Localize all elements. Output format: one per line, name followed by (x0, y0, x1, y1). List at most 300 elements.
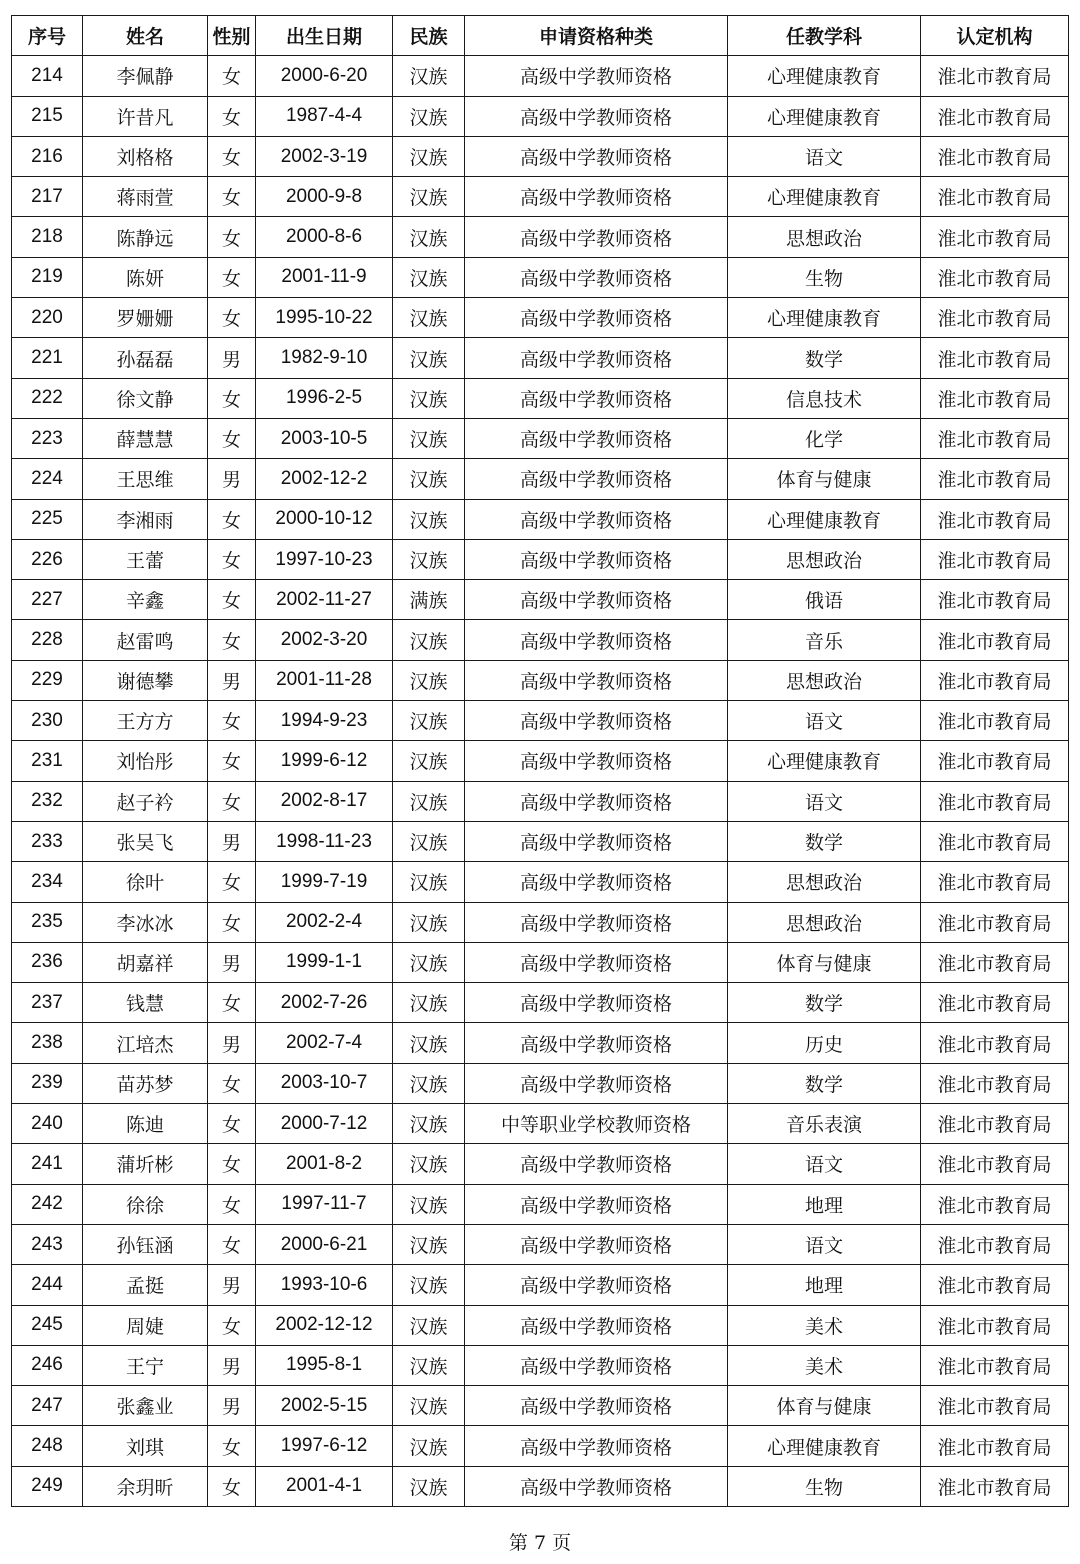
cell-name: 钱慧 (83, 983, 208, 1023)
cell-ethnicity: 汉族 (393, 1023, 465, 1063)
cell-qualification-type: 高级中学教师资格 (465, 1144, 728, 1184)
cell-qualification-type: 高级中学教师资格 (465, 983, 728, 1023)
table-row (12, 580, 1069, 620)
cell-birthdate: 2001-8-2 (256, 1144, 393, 1184)
cell-index: 243 (12, 1224, 83, 1264)
cell-ethnicity: 汉族 (393, 56, 465, 96)
cell-gender: 女 (208, 1144, 256, 1184)
header-cell-birthdate: 出生日期 (256, 16, 393, 56)
cell-name: 刘格格 (83, 136, 208, 176)
cell-birthdate: 2001-11-9 (256, 257, 393, 297)
cell-index: 227 (12, 580, 83, 620)
cell-authority: 淮北市教育局 (921, 821, 1069, 861)
cell-authority: 淮北市教育局 (921, 378, 1069, 418)
cell-ethnicity: 汉族 (393, 1386, 465, 1426)
cell-qualification-type: 高级中学教师资格 (465, 821, 728, 861)
cell-qualification-type: 高级中学教师资格 (465, 701, 728, 741)
cell-gender: 男 (208, 459, 256, 499)
cell-index: 245 (12, 1305, 83, 1345)
cell-subject: 体育与健康 (728, 942, 921, 982)
table-row (12, 418, 1069, 458)
table-row (12, 620, 1069, 660)
table-row (12, 136, 1069, 176)
cell-subject: 数学 (728, 983, 921, 1023)
cell-ethnicity: 汉族 (393, 499, 465, 539)
cell-index: 235 (12, 902, 83, 942)
cell-authority: 淮北市教育局 (921, 56, 1069, 96)
cell-ethnicity: 汉族 (393, 257, 465, 297)
cell-authority: 淮北市教育局 (921, 1466, 1069, 1506)
cell-ethnicity: 满族 (393, 580, 465, 620)
cell-index: 220 (12, 298, 83, 338)
cell-index: 246 (12, 1345, 83, 1385)
cell-qualification-type: 高级中学教师资格 (465, 418, 728, 458)
cell-gender: 女 (208, 1063, 256, 1103)
cell-name: 蒋雨萱 (83, 177, 208, 217)
cell-subject: 地理 (728, 1184, 921, 1224)
cell-authority: 淮北市教育局 (921, 136, 1069, 176)
cell-name: 徐叶 (83, 862, 208, 902)
cell-index: 241 (12, 1144, 83, 1184)
cell-qualification-type: 高级中学教师资格 (465, 660, 728, 700)
cell-birthdate: 1993-10-6 (256, 1265, 393, 1305)
cell-index: 230 (12, 701, 83, 741)
cell-subject: 语文 (728, 781, 921, 821)
cell-subject: 心理健康教育 (728, 298, 921, 338)
cell-authority: 淮北市教育局 (921, 580, 1069, 620)
cell-subject: 思想政治 (728, 217, 921, 257)
header-cell-qualification-type: 申请资格种类 (465, 16, 728, 56)
cell-birthdate: 2001-4-1 (256, 1466, 393, 1506)
cell-name: 徐文静 (83, 378, 208, 418)
cell-name: 江培杰 (83, 1023, 208, 1063)
table-row (12, 1466, 1069, 1506)
cell-authority: 淮北市教育局 (921, 1305, 1069, 1345)
cell-gender: 男 (208, 821, 256, 861)
cell-subject: 心理健康教育 (728, 1426, 921, 1466)
cell-gender: 女 (208, 1426, 256, 1466)
cell-birthdate: 1999-7-19 (256, 862, 393, 902)
cell-birthdate: 2002-11-27 (256, 580, 393, 620)
cell-qualification-type: 高级中学教师资格 (465, 1265, 728, 1305)
cell-name: 薛慧慧 (83, 418, 208, 458)
cell-subject: 思想政治 (728, 660, 921, 700)
table-row (12, 298, 1069, 338)
cell-name: 周婕 (83, 1305, 208, 1345)
cell-authority: 淮北市教育局 (921, 1144, 1069, 1184)
cell-index: 238 (12, 1023, 83, 1063)
cell-name: 孙钰涵 (83, 1224, 208, 1264)
cell-ethnicity: 汉族 (393, 660, 465, 700)
cell-authority: 淮北市教育局 (921, 1426, 1069, 1466)
cell-ethnicity: 汉族 (393, 741, 465, 781)
cell-index: 237 (12, 983, 83, 1023)
cell-name: 张吴飞 (83, 821, 208, 861)
table-row (12, 741, 1069, 781)
table-row (12, 1184, 1069, 1224)
cell-authority: 淮北市教育局 (921, 177, 1069, 217)
cell-ethnicity: 汉族 (393, 459, 465, 499)
cell-index: 214 (12, 56, 83, 96)
table-row (12, 177, 1069, 217)
cell-index: 221 (12, 338, 83, 378)
cell-qualification-type: 高级中学教师资格 (465, 942, 728, 982)
cell-gender: 女 (208, 902, 256, 942)
cell-subject: 美术 (728, 1305, 921, 1345)
cell-index: 232 (12, 781, 83, 821)
cell-gender: 女 (208, 177, 256, 217)
cell-birthdate: 2001-11-28 (256, 660, 393, 700)
cell-qualification-type: 高级中学教师资格 (465, 257, 728, 297)
cell-qualification-type: 高级中学教师资格 (465, 1063, 728, 1103)
cell-gender: 女 (208, 1104, 256, 1144)
cell-birthdate: 2000-8-6 (256, 217, 393, 257)
table-row (12, 459, 1069, 499)
cell-subject: 历史 (728, 1023, 921, 1063)
cell-index: 239 (12, 1063, 83, 1103)
table-row (12, 821, 1069, 861)
cell-qualification-type: 高级中学教师资格 (465, 177, 728, 217)
cell-index: 229 (12, 660, 83, 700)
cell-ethnicity: 汉族 (393, 942, 465, 982)
cell-name: 余玥昕 (83, 1466, 208, 1506)
cell-authority: 淮北市教育局 (921, 1345, 1069, 1385)
cell-authority: 淮北市教育局 (921, 96, 1069, 136)
cell-authority: 淮北市教育局 (921, 1224, 1069, 1264)
cell-authority: 淮北市教育局 (921, 298, 1069, 338)
cell-authority: 淮北市教育局 (921, 1023, 1069, 1063)
cell-subject: 信息技术 (728, 378, 921, 418)
cell-gender: 女 (208, 781, 256, 821)
cell-birthdate: 1999-6-12 (256, 741, 393, 781)
cell-index: 228 (12, 620, 83, 660)
cell-gender: 女 (208, 418, 256, 458)
cell-name: 许昔凡 (83, 96, 208, 136)
cell-authority: 淮北市教育局 (921, 459, 1069, 499)
table-row (12, 660, 1069, 700)
cell-birthdate: 1997-10-23 (256, 539, 393, 579)
cell-ethnicity: 汉族 (393, 781, 465, 821)
cell-birthdate: 2002-8-17 (256, 781, 393, 821)
cell-subject: 心理健康教育 (728, 96, 921, 136)
cell-name: 辛鑫 (83, 580, 208, 620)
cell-qualification-type: 高级中学教师资格 (465, 1466, 728, 1506)
cell-ethnicity: 汉族 (393, 1224, 465, 1264)
table-row (12, 56, 1069, 96)
table-row (12, 1144, 1069, 1184)
cell-index: 249 (12, 1466, 83, 1506)
cell-ethnicity: 汉族 (393, 539, 465, 579)
cell-index: 215 (12, 96, 83, 136)
cell-authority: 淮北市教育局 (921, 942, 1069, 982)
cell-birthdate: 2002-2-4 (256, 902, 393, 942)
cell-authority: 淮北市教育局 (921, 1184, 1069, 1224)
cell-name: 赵子衿 (83, 781, 208, 821)
cell-qualification-type: 高级中学教师资格 (465, 96, 728, 136)
table-row (12, 1265, 1069, 1305)
cell-subject: 音乐 (728, 620, 921, 660)
cell-ethnicity: 汉族 (393, 701, 465, 741)
cell-ethnicity: 汉族 (393, 902, 465, 942)
table-body (12, 56, 1069, 1507)
cell-ethnicity: 汉族 (393, 177, 465, 217)
cell-ethnicity: 汉族 (393, 96, 465, 136)
cell-authority: 淮北市教育局 (921, 862, 1069, 902)
cell-subject: 思想政治 (728, 862, 921, 902)
cell-gender: 女 (208, 257, 256, 297)
cell-index: 248 (12, 1426, 83, 1466)
cell-birthdate: 1995-10-22 (256, 298, 393, 338)
header-cell-index: 序号 (12, 16, 83, 56)
cell-subject: 心理健康教育 (728, 499, 921, 539)
cell-birthdate: 1996-2-5 (256, 378, 393, 418)
cell-gender: 女 (208, 983, 256, 1023)
table-row (12, 862, 1069, 902)
table-row (12, 338, 1069, 378)
cell-authority: 淮北市教育局 (921, 338, 1069, 378)
cell-ethnicity: 汉族 (393, 338, 465, 378)
cell-subject: 体育与健康 (728, 459, 921, 499)
cell-subject: 思想政治 (728, 539, 921, 579)
cell-gender: 女 (208, 378, 256, 418)
cell-subject: 语文 (728, 1224, 921, 1264)
cell-qualification-type: 高级中学教师资格 (465, 338, 728, 378)
cell-ethnicity: 汉族 (393, 298, 465, 338)
cell-gender: 女 (208, 96, 256, 136)
cell-qualification-type: 高级中学教师资格 (465, 1345, 728, 1385)
cell-birthdate: 2002-5-15 (256, 1386, 393, 1426)
cell-gender: 女 (208, 741, 256, 781)
cell-subject: 语文 (728, 1144, 921, 1184)
cell-qualification-type: 高级中学教师资格 (465, 56, 728, 96)
cell-qualification-type: 高级中学教师资格 (465, 580, 728, 620)
cell-subject: 俄语 (728, 580, 921, 620)
cell-birthdate: 2002-7-26 (256, 983, 393, 1023)
cell-qualification-type: 高级中学教师资格 (465, 1184, 728, 1224)
header-cell-gender: 性别 (208, 16, 256, 56)
cell-birthdate: 1999-1-1 (256, 942, 393, 982)
cell-ethnicity: 汉族 (393, 620, 465, 660)
cell-qualification-type: 高级中学教师资格 (465, 620, 728, 660)
cell-authority: 淮北市教育局 (921, 741, 1069, 781)
cell-name: 徐徐 (83, 1184, 208, 1224)
table-row (12, 902, 1069, 942)
cell-name: 王方方 (83, 701, 208, 741)
cell-gender: 男 (208, 1023, 256, 1063)
cell-ethnicity: 汉族 (393, 136, 465, 176)
cell-qualification-type: 高级中学教师资格 (465, 499, 728, 539)
cell-index: 247 (12, 1386, 83, 1426)
cell-authority: 淮北市教育局 (921, 418, 1069, 458)
cell-gender: 男 (208, 942, 256, 982)
cell-birthdate: 2002-3-19 (256, 136, 393, 176)
cell-birthdate: 2002-7-4 (256, 1023, 393, 1063)
table-row (12, 217, 1069, 257)
cell-qualification-type: 高级中学教师资格 (465, 1305, 728, 1345)
header-cell-ethnicity: 民族 (393, 16, 465, 56)
cell-authority: 淮北市教育局 (921, 1386, 1069, 1426)
cell-qualification-type: 高级中学教师资格 (465, 539, 728, 579)
cell-name: 刘怡彤 (83, 741, 208, 781)
cell-name: 李佩静 (83, 56, 208, 96)
cell-subject: 美术 (728, 1345, 921, 1385)
table-row (12, 378, 1069, 418)
cell-subject: 数学 (728, 821, 921, 861)
cell-authority: 淮北市教育局 (921, 257, 1069, 297)
cell-qualification-type: 高级中学教师资格 (465, 298, 728, 338)
cell-authority: 淮北市教育局 (921, 781, 1069, 821)
table-row (12, 1426, 1069, 1466)
table-row (12, 539, 1069, 579)
cell-gender: 女 (208, 499, 256, 539)
cell-index: 236 (12, 942, 83, 982)
cell-ethnicity: 汉族 (393, 217, 465, 257)
cell-birthdate: 2000-10-12 (256, 499, 393, 539)
cell-gender: 男 (208, 1265, 256, 1305)
cell-name: 张鑫业 (83, 1386, 208, 1426)
cell-subject: 地理 (728, 1265, 921, 1305)
cell-subject: 思想政治 (728, 902, 921, 942)
cell-name: 陈迪 (83, 1104, 208, 1144)
cell-ethnicity: 汉族 (393, 418, 465, 458)
cell-authority: 淮北市教育局 (921, 1265, 1069, 1305)
cell-gender: 女 (208, 136, 256, 176)
cell-birthdate: 2002-12-12 (256, 1305, 393, 1345)
cell-birthdate: 2000-7-12 (256, 1104, 393, 1144)
cell-index: 219 (12, 257, 83, 297)
cell-birthdate: 2000-6-21 (256, 1224, 393, 1264)
cell-gender: 女 (208, 56, 256, 96)
table-row (12, 1104, 1069, 1144)
cell-ethnicity: 汉族 (393, 1063, 465, 1103)
cell-authority: 淮北市教育局 (921, 1063, 1069, 1103)
cell-qualification-type: 高级中学教师资格 (465, 741, 728, 781)
cell-birthdate: 1982-9-10 (256, 338, 393, 378)
cell-qualification-type: 高级中学教师资格 (465, 136, 728, 176)
cell-authority: 淮北市教育局 (921, 902, 1069, 942)
cell-ethnicity: 汉族 (393, 1104, 465, 1144)
cell-authority: 淮北市教育局 (921, 499, 1069, 539)
cell-index: 223 (12, 418, 83, 458)
cell-ethnicity: 汉族 (393, 378, 465, 418)
cell-qualification-type: 高级中学教师资格 (465, 781, 728, 821)
table-row (12, 1023, 1069, 1063)
cell-index: 242 (12, 1184, 83, 1224)
cell-name: 王宁 (83, 1345, 208, 1385)
cell-name: 李湘雨 (83, 499, 208, 539)
cell-gender: 女 (208, 620, 256, 660)
cell-qualification-type: 高级中学教师资格 (465, 378, 728, 418)
cell-subject: 音乐表演 (728, 1104, 921, 1144)
cell-index: 216 (12, 136, 83, 176)
cell-qualification-type: 高级中学教师资格 (465, 862, 728, 902)
cell-index: 240 (12, 1104, 83, 1144)
table-row (12, 96, 1069, 136)
cell-qualification-type: 高级中学教师资格 (465, 1386, 728, 1426)
cell-name: 陈妍 (83, 257, 208, 297)
table-row (12, 781, 1069, 821)
cell-birthdate: 2003-10-5 (256, 418, 393, 458)
cell-gender: 女 (208, 1466, 256, 1506)
cell-authority: 淮北市教育局 (921, 1104, 1069, 1144)
cell-index: 231 (12, 741, 83, 781)
cell-index: 244 (12, 1265, 83, 1305)
cell-birthdate: 1994-9-23 (256, 701, 393, 741)
table-row (12, 1224, 1069, 1264)
cell-birthdate: 1997-11-7 (256, 1184, 393, 1224)
header-cell-authority: 认定机构 (921, 16, 1069, 56)
cell-name: 胡嘉祥 (83, 942, 208, 982)
cell-name: 苗苏梦 (83, 1063, 208, 1103)
cell-name: 孙磊磊 (83, 338, 208, 378)
cell-name: 陈静远 (83, 217, 208, 257)
cell-gender: 男 (208, 1386, 256, 1426)
cell-gender: 男 (208, 338, 256, 378)
table-row (12, 1345, 1069, 1385)
cell-subject: 数学 (728, 1063, 921, 1103)
cell-qualification-type: 高级中学教师资格 (465, 1023, 728, 1063)
cell-qualification-type: 中等职业学校教师资格 (465, 1104, 728, 1144)
cell-birthdate: 2002-3-20 (256, 620, 393, 660)
cell-ethnicity: 汉族 (393, 1305, 465, 1345)
table-row (12, 499, 1069, 539)
cell-gender: 男 (208, 660, 256, 700)
cell-birthdate: 1995-8-1 (256, 1345, 393, 1385)
cell-authority: 淮北市教育局 (921, 620, 1069, 660)
header-cell-subject: 任教学科 (728, 16, 921, 56)
cell-index: 217 (12, 177, 83, 217)
cell-name: 王思维 (83, 459, 208, 499)
cell-gender: 女 (208, 580, 256, 620)
cell-subject: 化学 (728, 418, 921, 458)
cell-ethnicity: 汉族 (393, 1144, 465, 1184)
cell-authority: 淮北市教育局 (921, 539, 1069, 579)
table-row (12, 983, 1069, 1023)
cell-ethnicity: 汉族 (393, 821, 465, 861)
cell-subject: 数学 (728, 338, 921, 378)
cell-qualification-type: 高级中学教师资格 (465, 459, 728, 499)
table-header-row (12, 16, 1069, 56)
cell-index: 226 (12, 539, 83, 579)
table-row (12, 942, 1069, 982)
cell-index: 233 (12, 821, 83, 861)
table-row (12, 1305, 1069, 1345)
cell-ethnicity: 汉族 (393, 1184, 465, 1224)
cell-gender: 女 (208, 539, 256, 579)
cell-name: 赵雷鸣 (83, 620, 208, 660)
table-row (12, 1386, 1069, 1426)
page-number: 第 7 页 (508, 1532, 572, 1554)
cell-index: 234 (12, 862, 83, 902)
cell-name: 谢德攀 (83, 660, 208, 700)
table-row (12, 1063, 1069, 1103)
cell-authority: 淮北市教育局 (921, 217, 1069, 257)
header-cell-name: 姓名 (83, 16, 208, 56)
cell-subject: 体育与健康 (728, 1386, 921, 1426)
cell-subject: 语文 (728, 136, 921, 176)
cell-name: 王蕾 (83, 539, 208, 579)
teacher-qualification-table (11, 15, 1069, 1507)
table-row (12, 701, 1069, 741)
cell-birthdate: 1997-6-12 (256, 1426, 393, 1466)
cell-birthdate: 2002-12-2 (256, 459, 393, 499)
table-row (12, 257, 1069, 297)
cell-index: 222 (12, 378, 83, 418)
cell-gender: 男 (208, 1345, 256, 1385)
cell-ethnicity: 汉族 (393, 1265, 465, 1305)
cell-gender: 女 (208, 1184, 256, 1224)
cell-gender: 女 (208, 298, 256, 338)
